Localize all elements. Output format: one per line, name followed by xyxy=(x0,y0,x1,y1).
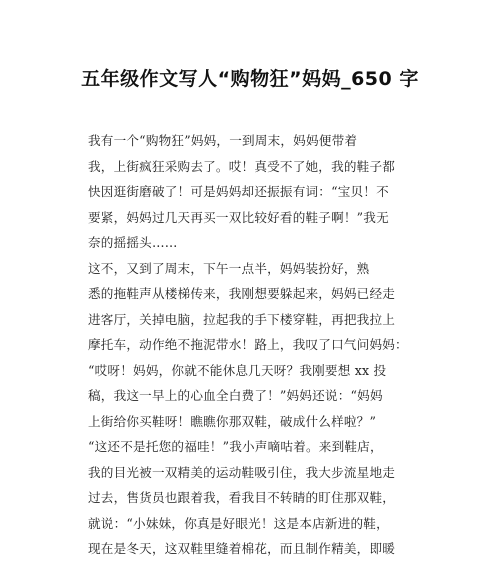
text-line: 进客厅，关掉电脑，拉起我的手下楼穿鞋，再把我拉上 xyxy=(88,311,396,327)
text-line: 要紧，妈妈过几天再买一双比较好看的鞋子啊！”我无 xyxy=(88,209,389,225)
text-line: “哎呀！妈妈，你就不能休息几天呀？我刚要想 xx 投 xyxy=(88,362,387,378)
text-line: 奈的摇摇头…… xyxy=(88,235,178,250)
document-title: 五年级作文写人“购物狂”妈妈_650 字 xyxy=(81,68,419,90)
text-line: 这不，又到了周末，下午一点半，妈妈装扮好，熟 xyxy=(88,260,370,276)
text-line: 快因逛街磨破了！可是妈妈却还振振有词：“宝贝！不 xyxy=(88,184,389,199)
text-line: 我的目光被一双精美的运动鞋吸引住，我大步流星地走 xyxy=(88,464,396,480)
text-line: 悉的拖鞋声从楼梯传来，我刚想要躲起来，妈妈已经走 xyxy=(88,286,396,301)
text-line: 稿，我这一早上的心血全白费了！”妈妈还说：“妈妈 xyxy=(88,388,383,403)
text-line: 就说：“小妹妹，你真是好眼光！这是本店新进的鞋， xyxy=(88,515,389,531)
text-line: 我有一个“购物狂”妈妈，一到周末，妈妈便带着 xyxy=(88,133,358,148)
text-line: 我，上街疯狂采购去了。哎！真受不了她，我的鞋子都 xyxy=(88,158,396,174)
text-line: “这还不是托您的福哇！”我小声嘀咕着。来到鞋店， xyxy=(88,439,383,454)
essay-body xyxy=(88,128,414,562)
text-line: 上街给你买鞋呀！瞧瞧你那双鞋，破成什么样啦？” xyxy=(88,413,377,429)
text-line: 现在是冬天，这双鞋里缝着棉花，而且制作精美，即暖 xyxy=(88,541,396,556)
text-line: 摩托车，动作绝不拖泥带水！路上，我叹了口气问妈妈： xyxy=(88,337,408,352)
text-line: 过去，售货员也跟着我，看我目不转睛的盯住那双鞋， xyxy=(88,490,396,505)
